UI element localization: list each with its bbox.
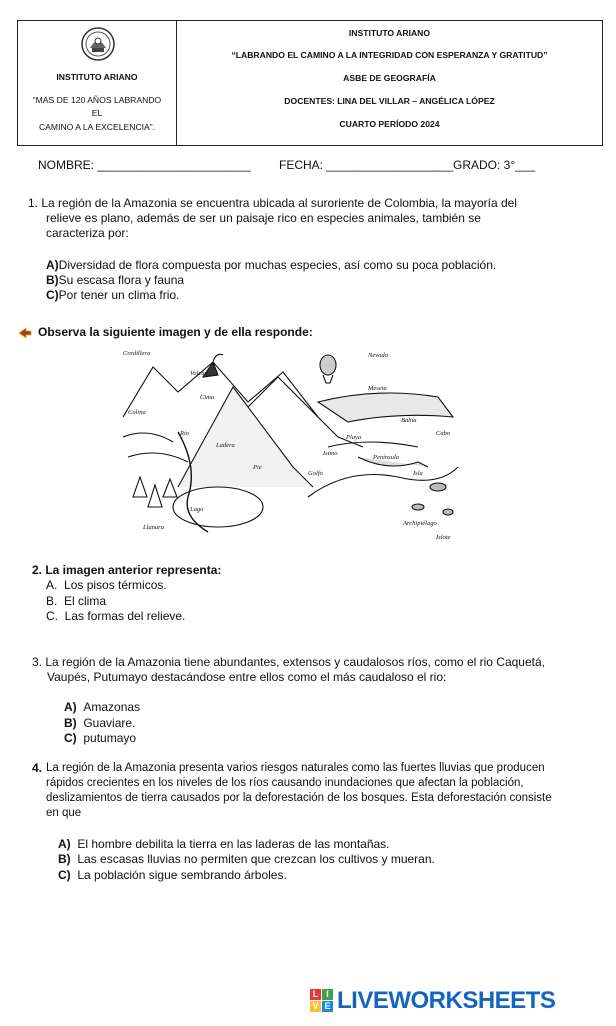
q1-option-b-text: Su escasa flora y fauna [58,273,185,287]
left-motto-line3: CAMINO A LA EXCELENCIA”. [38,122,156,132]
header-right-cell [177,21,602,145]
q3-option-b-text: Guaviare. [83,716,136,730]
q2-option-b-text: El clima [64,594,107,608]
q4-line1: La región de la Amazonia presenta varios riesgos naturales como las fuertes lluvias que producen [46,762,545,774]
q2-option-c[interactable] [46,609,185,623]
label-istmo: Istmo [323,450,338,457]
logo-letter-i: I [322,989,333,1000]
label-cabo: Cabo [436,430,451,437]
q2-option-a[interactable] [46,578,167,592]
q1-option-c[interactable] [46,288,179,302]
q1-option-a-text: Diversidad de flora compuesta por muchas especies, así como su poca población. [58,258,497,272]
logo-letter-e: E [322,1001,333,1012]
label-isla: Isla [413,470,423,477]
q4-option-a-text: El hombre debilita la tierra en las laderas de las montañas. [77,837,390,851]
right-school-title: INSTITUTO ARIANO [348,28,431,38]
label-archipielago: Archipiélago [403,520,437,527]
label-cordillera: Cordillera [123,350,151,357]
label-lago: Lago [190,506,204,513]
q3-option-b[interactable] [64,716,135,730]
name-field[interactable]: NOMBRE: _______________________ [38,158,251,172]
left-motto-line1: “MAS DE 120 AÑOS LABRANDO [32,95,162,105]
q1-line2: relieve es plano, además de ser un paisaje rico en especies animales, también se [46,211,481,225]
liveworksheets-logo[interactable] [310,987,610,1017]
logo-letter-l: L [310,989,321,1000]
label-cima: Cima [200,394,215,401]
label-islote: Islote [436,534,451,541]
label-colina: Colina [128,409,146,416]
logo-letter-v: V [310,1001,321,1012]
school-crest-icon [80,26,116,62]
label-playa: Playa [346,434,362,441]
q2-option-b[interactable] [46,594,106,608]
period: CUARTO PERÍODO 2024 [339,119,440,129]
q4-number: 4. [32,761,43,775]
q4-option-c[interactable] [58,868,287,882]
q3-line1: 3. La región de la Amazonia tiene abundantes, extensos y caudalosos ríos, como el rio Caquetá, [32,655,545,669]
q1-line3: caracteriza por: [46,226,129,240]
logo-text: LIVEWORKSHEETS [337,987,556,1014]
q2-option-a-letter: A. [46,578,58,592]
teachers: DOCENTES: LINA DEL VILLAR – ANGÉLICA LÓPEZ [284,96,495,106]
q2-option-c-letter: C. [46,609,58,623]
q1-option-a-letter: A) [46,258,59,272]
q1-option-c-letter: C) [46,288,59,302]
q3-option-c-text: putumayo [83,731,137,745]
q4-line4: en que [46,807,82,819]
q4-option-b[interactable] [58,852,435,866]
q3-option-b-letter: B) [64,716,77,730]
left-motto-line2: EL [91,108,103,118]
label-llanura: Llanura [143,524,164,531]
header-left-cell [18,21,177,145]
q4-option-c-text: La población sigue sembrando árboles. [77,868,287,882]
header-table [17,20,603,146]
label-bahia: Bahía [401,417,417,424]
q1-line1: 1. La región de la Amazonia se encuentra ubicada al suroriente de Colombia, la mayoría del [28,196,517,210]
left-school-title: INSTITUTO ARIANO [56,72,138,82]
q1-option-b-letter: B) [46,273,59,287]
right-motto: “LABRANDO EL CAMINO A LA INTEGRIDAD CON ESPERANZA Y GRATITUD” [231,50,548,60]
subject-title: ASBE DE GEOGRAFÍA [343,73,436,83]
date-field[interactable]: FECHA: ___________________ [279,158,454,172]
q2-option-c-text: Las formas del relieve. [64,609,186,623]
q4-option-b-letter: B) [58,852,71,866]
label-volcan: Volcán [190,370,208,377]
q4-option-a-letter: A) [58,837,71,851]
image-instruction: Observa la siguiente imagen y de ella responde: [38,325,313,339]
q2-option-b-letter: B. [46,594,58,608]
q3-option-a-letter: A) [64,700,77,714]
q3-option-c-letter: C) [64,731,77,745]
grade-field[interactable]: GRADO: 3°___ [453,158,536,172]
q4-line2: rápidos crecientes en los niveles de los ríos causando inundaciones que afectan la población, [46,777,524,789]
q4-option-c-letter: C) [58,868,71,882]
label-rio: Río [180,430,190,437]
q4-option-a[interactable] [58,837,390,851]
label-nevado: Nevado [368,352,388,359]
q1-option-b[interactable] [46,273,184,287]
q3-line2: Vaupés, Putumayo destacándose entre ellos como el más caudaloso el rio: [47,670,447,684]
q1-option-c-text: Por tener un clima frio. [58,288,180,302]
label-golfo: Golfo [308,470,323,477]
q4-option-b-text: Las escasas lluvias no permiten que crezcan los cultivos y mueran. [77,852,435,866]
label-pie: Pie [253,464,262,471]
label-meseta: Meseta [368,385,387,392]
q1-option-a[interactable] [46,258,496,272]
q3-option-a[interactable] [64,700,140,714]
label-peninsula: Península [373,454,399,461]
logo-square-icon [310,989,334,1013]
label-ladera: Ladera [216,442,235,449]
relief-forms-image [118,347,468,542]
q3-option-c[interactable] [64,731,136,745]
q3-option-a-text: Amazonas [83,700,141,714]
q2-title: 2. La imagen anterior representa: [32,563,222,577]
q4-line3: deslizamientos de tierra causados por la deforestación de los bosques. Esta deforestación consiste [46,792,552,804]
q2-option-a-text: Los pisos térmicos. [64,578,167,592]
arrow-bullet-icon [18,327,32,339]
